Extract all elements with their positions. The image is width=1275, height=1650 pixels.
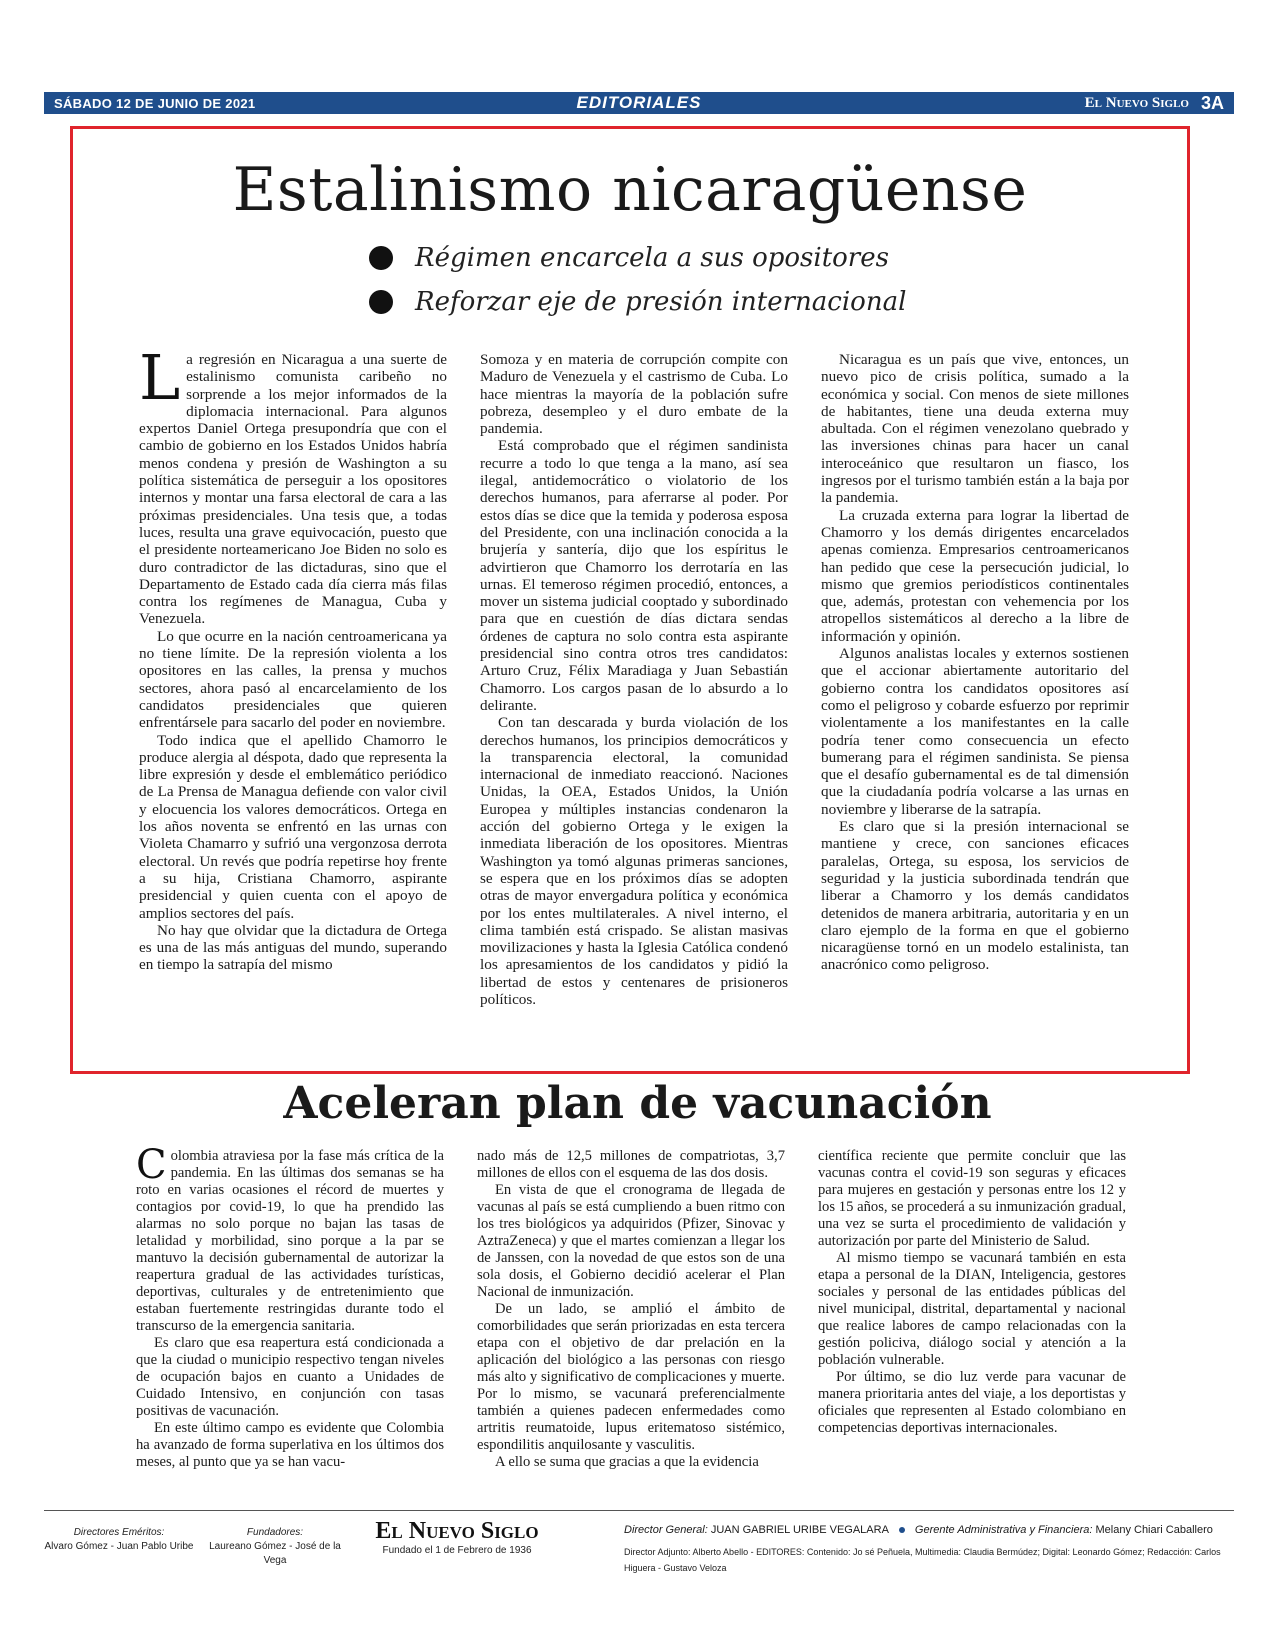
- founded-date: Fundado el 1 de Febrero de 1936: [382, 1545, 532, 1556]
- bullet-dot-icon: [899, 1527, 905, 1533]
- header-right: [1085, 93, 1224, 114]
- editorial-2-column-3: [818, 1148, 1126, 1490]
- masthead-footer: [44, 1518, 1234, 1578]
- director-general-name: JUAN GABRIEL URIBE VEGALARA: [710, 1524, 889, 1536]
- paragraph: Nicaragua es un país que vive, entonces, un nuevo pico de crisis política, sumado a la económica y social. Con menos de siete millones de habitantes, tiene una deuda externa muy abultada. Con el régimen venezolano quebrado y las inversiones chinas para hacer un canal interoceánico que resultaron un fiasco, los ingresos por el turismo también están a la baja por la pandemia.: [821, 351, 1129, 507]
- footer-logo-block: [362, 1518, 552, 1558]
- subhead-2-text: Reforzar eje de presión internacional: [415, 287, 907, 317]
- paragraph: Está comprobado que el régimen sandinista recurre a todo lo que tenga a la mano, así sea ilegal, antidemocrático o violatorio de los derechos humanos, para aferrarse al poder. Por estos días se dice que la temida y poderosa esposa del Presidente, con una inclinación conocida a la brujería y santería, dijo que los espíritus le advirtieron que Chamorro los derrotaría en las urnas. El temeroso régimen procedió, entonces, a mover un sistema judicial cooptado y subordinado para que en cuestión de días dictara sendas órdenes de captura no solo contra esta aspirante presidencial sino contra otros tres candidatos: Arturo Cruz, Félix Maradiaga y Juan Sebastián Chamorro. Los cargos pasan de lo absurdo a lo delirante.: [480, 437, 788, 714]
- director-general-label: Director General:: [624, 1524, 708, 1536]
- drop-cap: C: [136, 1142, 167, 1188]
- paragraph: No hay que olvidar que la dictadura de Ortega es una de las más antiguas del mundo, superando en tiempo la satrapía del mismo: [139, 921, 447, 974]
- paragraph: La cruzada externa para lograr la libertad de Chamorro y los demás dirigentes encarcelados apenas comienza. Empresarios centroamericanos han pedido que cese la persecución judicial, lo mismo que gremios periodísticos continentales que, además, protestan con vehemencia por los atropellos sistemáticos al derecho a la libre de información y opinión.: [821, 506, 1129, 645]
- gerente-name: Melany Chiari Caballero: [1095, 1524, 1213, 1536]
- staff-row-1: [624, 1522, 1234, 1538]
- paragraph: Algunos analistas locales y externos sostienen que el accionar abiertamente autoritario del gobierno contra los candidatos opositores así como el peligroso y cobarde esfuerzo por reprimir violentamente a los manifestantes en la calle podría tener como consecuencia un efecto bumerang para el régimen sandinista. Se piensa que el desafío gubernamental es de tal dimensión que la ciudadanía podría volcarse a las urnas en noviembre y liberarse de la satrapía.: [821, 645, 1129, 818]
- editorial-2-column-1: [136, 1142, 444, 1490]
- paragraph: Al mismo tiempo se vacunará también en esta etapa a personal de la DIAN, Inteligencia, gestores sociales y personal de las entidades públicas del nivel municipal, distrital, departamental y nacional que realice labores de campo relacionadas con la gestión policiva, diálogo social y atención a la población vulnerable.: [818, 1250, 1126, 1368]
- fundadores-label: Fundadores:: [246, 1527, 304, 1538]
- staff-row-2: Director Adjunto: Alberto Abello - EDITORES: Contenido: Jo sé Peñuela, Multimedia: Claudia Bermúdez; Digital: Leonardo Gómez; Redacción: Carlos Higuera - Gustavo Veloza: [624, 1547, 1221, 1573]
- fundadores: [200, 1526, 350, 1568]
- fundadores-names: Laureano Gómez - José de la Vega: [209, 1541, 341, 1566]
- footer-divider: [44, 1510, 1234, 1511]
- paragraph: Lo que ocurre en la nación centroamericana ya no tiene límite. De la represión violenta a los opositores en las calles, la prensa y muchos sectores, ahora pasó al encarcelamiento de los candidatos presidenciales que quieren enfrentársele para sacarlo del poder en noviembre.: [139, 627, 447, 732]
- paragraph: científica reciente que permite concluir que las vacunas contra el covid-19 son seguras y eficaces para mujeres en gestación y personas entre los 12 y los 15 años, se procederá a su inmunización gradual, una vez se surta el procedimiento de validación y autorización por parte del Ministerio de Salud.: [818, 1148, 1126, 1249]
- paragraph: [139, 341, 447, 628]
- issue-date: SÁBADO 12 DE JUNIO DE 2021: [54, 95, 256, 111]
- paragraph: En este último campo es evidente que Colombia ha avanzado de forma superlativa en los últimos dos meses, al punto que ya se han vacu-: [136, 1420, 444, 1470]
- editorial-1-column-3: [821, 351, 1129, 1061]
- paragraph: Por último, se dio luz verde para vacunar de manera prioritaria antes del viaje, a los deportistas y oficiales que representen al Estado colombiano en competencias deportivas internacionales.: [818, 1369, 1126, 1436]
- drop-cap: L: [139, 341, 181, 414]
- subhead-1: [369, 241, 906, 275]
- directores-names: Alvaro Gómez - Juan Pablo Uribe: [44, 1541, 194, 1552]
- bullet-icon: [369, 246, 393, 270]
- paragraph: Somoza y en materia de corrupción compite con Maduro de Venezuela y el castrismo de Cuba. Lo hace mientras la mayoría de la población sufre pobreza, desempleo y el duro embate de la pandemia.: [480, 351, 788, 438]
- paragraph: Todo indica que el apellido Chamorro le produce alergia al déspota, dado que representa la libre expresión y desde el emblemático periódico de La Prensa de Managua defiende con valor civil y elocuencia los valores democráticos. Ortega en los años noventa se enfrentó en las urnas con Violeta Chamarro y sufrió una vergonzosa derrota electoral. Un revés que podría repetirse hoy frente a su hija, Cristiana Chamorro, aspirante presidencial y quien cuenta con el apoyo de amplios sectores del país.: [139, 731, 447, 922]
- bullet-icon: [369, 290, 393, 314]
- paragraph-text: a regresión en Nicaragua a una suerte de estalinismo comunista caribeño no sorprende a los mejor informados de la diplomacia internacional. Para algunos expertos Daniel Ortega presupondría que con el cambio de gobierno en los Estados Unidos habría menos condena y presión de Washington a su política sistemática de perseguir a los opositores internos y montar una farsa electoral de cara a las próximas presidenciales. Una tesis que, a todas luces, resulta una grave equivocación, puesto que el presidente norteamericano Joe Biden no solo es duro contradictor de las dictaduras, sino que el Departamento de Estado cada día cierra más filas contra los regímenes de Managua, Cuba y Venezuela.: [139, 351, 447, 628]
- gerente-label: Gerente Administrativa y Financiera:: [914, 1524, 1093, 1536]
- newspaper-logo: El Nuevo Siglo: [375, 1518, 539, 1544]
- page-number: 3A: [1200, 92, 1224, 113]
- editorial-2-column-2: [477, 1148, 785, 1490]
- editorial-1-column-1: [139, 341, 447, 1061]
- paragraph: En vista de que el cronograma de llegada de vacunas al país se está cumpliendo a buen ritmo con los tres biológicos ya adquiridos (Pfizer, Sinovac y AztraZeneca) y que el martes comienzan a llegar los de Janssen, con la novedad de que estos son de una sola dosis, el Gobierno decidió acelerar el Plan Nacional de inmunización.: [477, 1182, 785, 1300]
- editorial-2-columns: [136, 1142, 1126, 1490]
- page-header-bar: [44, 92, 1234, 114]
- paragraph: De un lado, se amplió el ámbito de comorbilidades que serán priorizadas en esta tercera etapa con el objetivo de dar prelación en la aplicación del biológico a las personas con riesgo más alto y significativo de complicaciones y muerte. Por lo mismo, se vacunará preferencialmente también a quienes padecen enfermedades como artritis reumatoide, lupus eritematoso sistémico, espondilitis anquilosante y vasculitis.: [477, 1301, 785, 1453]
- subhead-1-text: Régimen encarcela a sus opositores: [415, 243, 889, 273]
- staff-credits: [624, 1522, 1234, 1576]
- paragraph: A ello se suma que gracias a que la evidencia: [495, 1454, 759, 1470]
- section-name: EDITORIALES: [576, 93, 702, 112]
- paragraph: [136, 1142, 444, 1335]
- editorial-1-title: Estalinismo nicaragüense: [232, 155, 1028, 225]
- paragraph: Es claro que esa reapertura está condicionada a que la ciudad o municipio respectivo tengan niveles de ocupación bajos en cuanto a Unidades de Cuidado Intensivo, en conjunción con tasas positivas de vacunación.: [136, 1335, 444, 1419]
- subhead-2: [369, 285, 906, 319]
- editorial-1-columns: [139, 341, 1129, 1061]
- paragraph: nado más de 12,5 millones de compatriotas, 3,7 millones de ellos con el esquema de las dos dosis.: [477, 1148, 785, 1181]
- paragraph: Es claro que si la presión internacional se mantiene y crece, con sanciones eficaces paralelas, Ortega, su esposa, los servicios de seguridad y la justicia subordinada tendrán que liberar a Chamorro y los demás candidatos detenidos de manera arbitraria, autoritaria y en un claro ejemplo de la forma en que el gobierno nicaragüense tornó en un modelo estalinista, tan anacrónico como peligroso.: [821, 818, 1129, 974]
- editorial-1-box: [70, 126, 1190, 1074]
- directores-emeritos: [44, 1526, 194, 1554]
- editorial-1-subheads: [369, 241, 906, 329]
- paragraph: Con tan descarada y burda violación de los derechos humanos, los principios democráticos y la transparencia electoral, la comunidad internacional de inmediato reaccionó. Naciones Unidas, la OEA, Estados Unidos, la Unión Europea y múltiples instancias condenaron la acción del gobierno Ortega y le exigen la inmediata liberación de los opositores. Mientras Washington ya tomó algunas primeras sanciones, se espera que en los próximos días se adopten otras de mayor envergadura política y económica por los entes multilaterales. A nivel interno, el clima también está crispado. Se alistan masivas movilizaciones y hasta la Iglesia Católica condenó los apresamientos de los candidatos y pidió la libertad de estos y centenares de prisioneros políticos.: [480, 714, 788, 1008]
- editorial-2-title: Aceleran plan de vacunación: [283, 1078, 992, 1129]
- newspaper-name: El Nuevo Siglo: [1084, 94, 1189, 111]
- directores-label: Directores Eméritos:: [73, 1527, 165, 1538]
- editorial-1-column-2: [480, 351, 788, 1061]
- paragraph-text: olombia atraviesa por la fase más crítica de la pandemia. En las últimas dos semanas se ha roto en varias ocasiones el récord de muertes y contagios por covid-19, lo que ha prendido las alarmas no solo porque no bajan las tasas de letalidad y morbilidad, sino porque a la par se mantuvo la decisión gubernamental de autorizar la reapertura gradual de las actividades turísticas, deportivas, culturales y de entretenimiento que estaban fuertemente restringidas durante todo el transcurso de la emergencia sanitaria.: [136, 1148, 444, 1334]
